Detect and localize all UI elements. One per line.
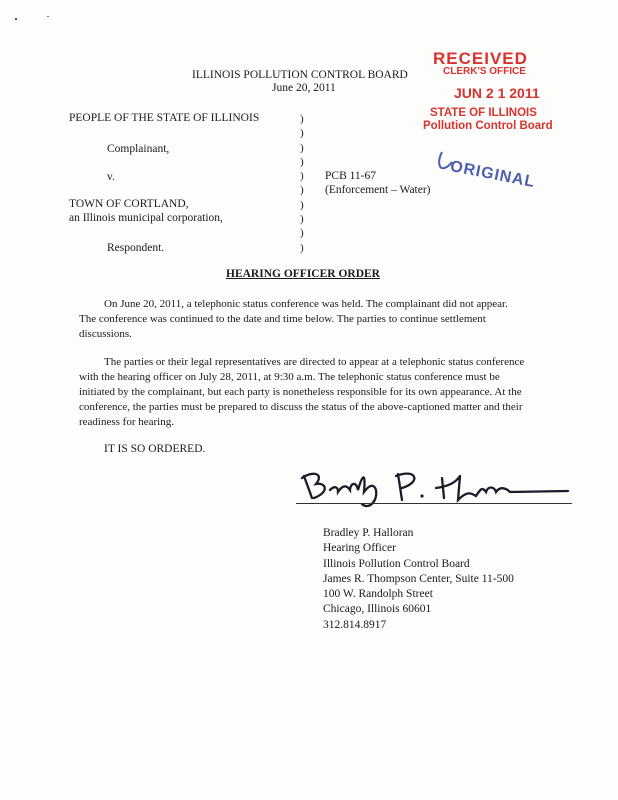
defendant-name: TOWN OF CORTLAND, xyxy=(69,198,189,210)
order-date: June 20, 2011 xyxy=(272,82,336,94)
signatory-name: Bradley P. Halloran xyxy=(323,527,414,539)
order-paragraph-2: The parties or their legal representatives are directed to appear at a telephonic status conference with the hearing officer on July 28, 2011, at 9:30 a.m. The telephonic status conference must be initiated by the complainant, but each party is nonetheless responsible for its own appearance. At the conference, the parties must be prepared to discuss the status of the above-captioned matter and their readiness for hearing. xyxy=(79,356,525,428)
plaintiff-role: Complainant, xyxy=(107,143,170,155)
paren: ) xyxy=(300,241,304,254)
scan-speck xyxy=(15,18,17,20)
paren: ) xyxy=(300,155,304,168)
paren: ) xyxy=(300,127,304,140)
stamp-initials-mark xyxy=(436,150,456,172)
caption-parentheses xyxy=(300,112,310,255)
order-paragraph-1: On June 20, 2011, a telephonic status conference was held. The complainant did not appear. The conference was continued to the date and time below. The parties to continue settlement discussions. xyxy=(79,298,508,340)
paren: ) xyxy=(300,213,304,226)
signature-line xyxy=(296,503,572,504)
paren: ) xyxy=(300,227,304,240)
stamp-state: STATE OF ILLINOIS xyxy=(430,107,537,119)
paren: ) xyxy=(300,141,304,154)
stamp-date: JUN 2 1 2011 xyxy=(454,85,540,101)
signatory-city: Chicago, Illinois 60601 xyxy=(323,603,432,616)
versus-label: v. xyxy=(107,171,115,183)
stamp-received: RECEIVED xyxy=(433,49,528,68)
paren: ) xyxy=(300,113,304,125)
signatory-address-2: 100 W. Randolph Street xyxy=(323,588,433,601)
defendant-role: Respondent. xyxy=(107,242,165,254)
signature-block xyxy=(323,526,514,633)
agency-name: ILLINOIS POLLUTION CONTROL BOARD xyxy=(192,69,408,81)
plaintiff-name: PEOPLE OF THE STATE OF ILLINOIS xyxy=(69,112,260,124)
signatory-phone: 312.814.8917 xyxy=(323,618,387,631)
stamp-board: Pollution Control Board xyxy=(423,120,553,132)
handwritten-signature xyxy=(290,462,580,512)
signatory-title: Hearing Officer xyxy=(323,542,396,555)
stamp-clerks-office: CLERK'S OFFICE xyxy=(443,66,526,77)
paren: ) xyxy=(300,198,304,211)
paren: ) xyxy=(300,184,304,197)
signatory-address-1: James R. Thompson Center, Suite 11-500 xyxy=(323,572,514,585)
case-number: PCB 11-67 xyxy=(325,170,377,182)
signatory-organization: Illinois Pollution Control Board xyxy=(323,557,470,570)
closing-statement: IT IS SO ORDERED. xyxy=(104,443,206,455)
paren: ) xyxy=(300,170,304,183)
order-title: HEARING OFFICER ORDER xyxy=(226,268,380,280)
case-type: (Enforcement – Water) xyxy=(325,184,431,196)
stamp-original: ORIGINAL xyxy=(448,158,537,192)
defendant-description: an Illinois municipal corporation, xyxy=(69,212,223,224)
scan-speck xyxy=(47,16,49,17)
